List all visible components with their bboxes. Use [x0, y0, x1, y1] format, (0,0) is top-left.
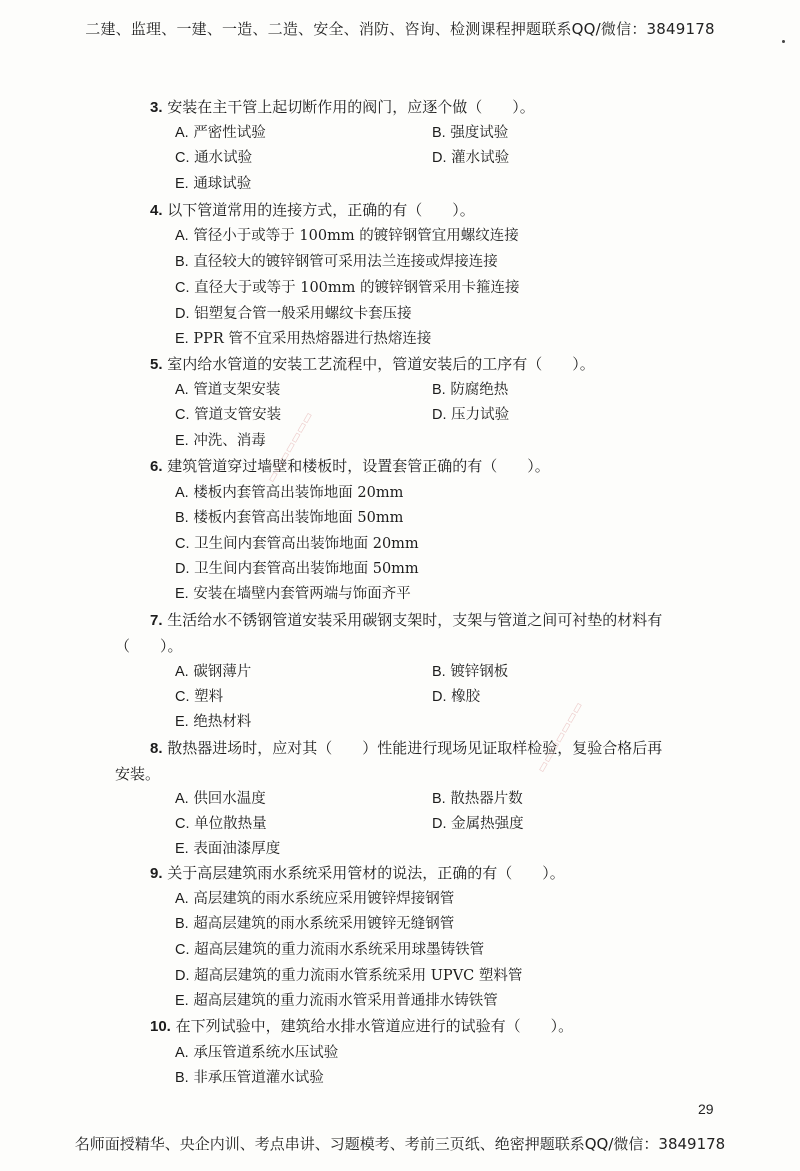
question-text: 散热器进场时，应对其（ ）性能进行现场见证取样检验，复验合格后再 — [167, 739, 663, 757]
option-3d — [432, 148, 509, 168]
option-6c — [175, 534, 419, 554]
option-8e — [175, 839, 280, 859]
option-key: D. — [432, 816, 447, 832]
question-text: 关于高层建筑雨水系统采用管材的说法，正确的有（ ）。 — [167, 864, 565, 882]
option-text: 卫生间内套管高出装饰地面 50mm — [194, 561, 419, 577]
option-text: 绝热材料 — [193, 714, 252, 730]
option-7e — [175, 712, 251, 732]
option-4c — [175, 278, 520, 298]
option-text: 压力试验 — [451, 407, 510, 423]
option-key: B. — [175, 254, 189, 270]
option-key: C. — [175, 407, 190, 423]
option-7c — [175, 687, 223, 707]
option-key: D. — [432, 407, 447, 423]
option-text: 通水试验 — [194, 150, 253, 166]
option-7a — [175, 662, 251, 682]
option-text: 表面油漆厚度 — [193, 841, 281, 857]
question-10 — [150, 1016, 573, 1037]
watermark: ▭▭▭▭▭▭▭ — [533, 699, 586, 775]
option-text: 承压管道系统水压试验 — [193, 1045, 339, 1061]
option-text: 铝塑复合管一般采用螺纹卡套压接 — [194, 306, 412, 322]
question-4 — [150, 200, 475, 221]
option-key: B. — [432, 125, 446, 141]
option-key: E. — [175, 586, 189, 602]
option-7b — [432, 662, 508, 682]
option-key: C. — [175, 816, 190, 832]
option-text: 橡胶 — [451, 689, 481, 705]
option-text: 灌水试验 — [451, 150, 510, 166]
option-key: A. — [175, 485, 189, 501]
question-5 — [150, 354, 595, 375]
option-key: D. — [175, 306, 190, 322]
option-text: 管径小于或等于 100mm 的镀锌钢管宜用螺纹连接 — [193, 228, 519, 244]
option-key: E. — [175, 176, 189, 192]
option-3c — [175, 148, 252, 168]
option-text: 管道支架安装 — [193, 382, 281, 398]
question-number: 8. — [150, 740, 163, 757]
option-4a — [175, 226, 519, 246]
option-8d — [432, 814, 524, 834]
option-text: 强度试验 — [450, 125, 509, 141]
option-text: 直径较大的镀锌钢管可采用法兰连接或焊接连接 — [193, 254, 498, 270]
option-text: 供回水温度 — [193, 791, 266, 807]
option-6d — [175, 559, 419, 579]
option-key: E. — [175, 433, 189, 449]
option-key: D. — [175, 968, 190, 984]
question-text: 生活给水不锈钢管道安装采用碳钢支架时，支架与管道之间可衬垫的材料有 — [167, 611, 663, 629]
option-5a — [175, 380, 280, 400]
option-text: 高层建筑的雨水系统应采用镀锌焊接钢管 — [193, 891, 455, 907]
option-text: 通球试验 — [193, 176, 252, 192]
option-text: 超高层建筑的雨水系统采用镀锌无缝钢管 — [193, 916, 455, 932]
option-key: C. — [175, 150, 190, 166]
option-text: 直径大于或等于 100mm 的镀锌钢管采用卡箍连接 — [194, 280, 520, 296]
option-key: B. — [175, 1070, 189, 1086]
option-key: A. — [175, 125, 189, 141]
watermark: ▭▭▭▭▭▭▭ — [263, 409, 316, 485]
option-text: 卫生间内套管高出装饰地面 20mm — [194, 536, 419, 552]
option-3e — [175, 174, 251, 194]
option-text: 非承压管道灌水试验 — [193, 1070, 324, 1086]
option-key: C. — [175, 280, 190, 296]
option-text: 单位散热量 — [194, 816, 267, 832]
option-key: A. — [175, 1045, 189, 1061]
option-key: B. — [432, 382, 446, 398]
option-9d — [175, 966, 522, 986]
option-text: 超高层建筑的重力流雨水管系统采用 UPVC 塑料管 — [194, 968, 523, 984]
question-text: 在下列试验中，建筑给水排水管道应进行的试验有（ ）。 — [175, 1017, 574, 1035]
option-key: A. — [175, 891, 189, 907]
option-text: 安装在墙壁内套管两端与饰面齐平 — [193, 586, 411, 602]
question-6 — [150, 456, 550, 477]
option-10b — [175, 1068, 324, 1088]
question-number: 7. — [150, 612, 163, 629]
option-text: 超高层建筑的重力流雨水系统采用球墨铸铁管 — [194, 942, 485, 958]
question-number: 6. — [150, 458, 163, 475]
option-8c — [175, 814, 267, 834]
question-text: 室内给水管道的安装工艺流程中，管道安装后的工序有（ ）。 — [167, 355, 595, 373]
option-text: 防腐绝热 — [450, 382, 509, 398]
option-key: E. — [175, 331, 189, 347]
option-6a — [175, 483, 403, 503]
option-key: E. — [175, 993, 189, 1009]
question-number: 3. — [150, 99, 163, 116]
question-8 — [150, 738, 662, 759]
option-key: A. — [175, 664, 189, 680]
option-key: B. — [175, 510, 189, 526]
option-key: B. — [432, 664, 446, 680]
option-text: 管道支管安装 — [194, 407, 282, 423]
option-text: 镀锌钢板 — [450, 664, 509, 680]
option-5c — [175, 405, 281, 425]
option-9b — [175, 914, 454, 934]
page-header: 二建、监理、一建、一造、二造、安全、消防、咨询、检测课程押题联系QQ/微信：3849178 — [85, 20, 715, 38]
option-7d — [432, 687, 480, 707]
option-5d — [432, 405, 509, 425]
option-4b — [175, 252, 498, 272]
option-key: B. — [432, 791, 446, 807]
question-8-continuation: 安装。 — [115, 765, 161, 783]
option-key: E. — [175, 841, 189, 857]
option-key: C. — [175, 689, 190, 705]
question-9 — [150, 863, 565, 884]
question-text: 以下管道常用的连接方式，正确的有（ ）。 — [167, 201, 475, 219]
option-3a — [175, 123, 266, 143]
question-number: 10. — [150, 1018, 171, 1035]
option-9e — [175, 991, 498, 1011]
question-number: 5. — [150, 356, 163, 373]
question-7 — [150, 610, 662, 631]
option-9a — [175, 889, 454, 909]
option-6b — [175, 508, 403, 528]
option-text: 金属热强度 — [451, 816, 524, 832]
option-9c — [175, 940, 484, 960]
option-text: 楼板内套管高出装饰地面 20mm — [193, 485, 404, 501]
option-6e — [175, 584, 411, 604]
option-3b — [432, 123, 508, 143]
option-key: D. — [432, 150, 447, 166]
option-5e — [175, 431, 266, 451]
option-key: D. — [432, 689, 447, 705]
question-text: 建筑管道穿过墙壁和楼板时，设置套管正确的有（ ）。 — [167, 457, 550, 475]
option-text: 塑料 — [194, 689, 224, 705]
option-text: 超高层建筑的重力流雨水管采用普通排水铸铁管 — [193, 993, 498, 1009]
option-text: 散热器片数 — [450, 791, 523, 807]
option-key: A. — [175, 382, 189, 398]
option-key: A. — [175, 228, 189, 244]
question-number: 9. — [150, 865, 163, 882]
option-key: A. — [175, 791, 189, 807]
question-7-continuation: （ ）。 — [115, 637, 183, 655]
option-4e — [175, 329, 431, 349]
page-footer: 名师面授精华、央企内训、考点串讲、习题模考、考前三页纸、绝密押题联系QQ/微信：3849178 — [74, 1135, 726, 1153]
option-8b — [432, 789, 523, 809]
option-key: C. — [175, 536, 190, 552]
option-key: C. — [175, 942, 190, 958]
option-key: D. — [175, 561, 190, 577]
option-key: E. — [175, 714, 189, 730]
question-text: 安装在主干管上起切断作用的阀门，应逐个做（ ）。 — [167, 98, 535, 116]
option-5b — [432, 380, 508, 400]
option-8a — [175, 789, 266, 809]
option-key: B. — [175, 916, 189, 932]
option-10a — [175, 1043, 338, 1063]
option-text: PPR 管不宜采用热熔器进行热熔连接 — [193, 331, 432, 347]
option-text: 楼板内套管高出装饰地面 50mm — [193, 510, 404, 526]
option-text: 严密性试验 — [193, 125, 266, 141]
option-text: 冲洗、消毒 — [193, 433, 266, 449]
option-text: 碳钢薄片 — [193, 664, 252, 680]
question-3 — [150, 97, 535, 118]
page-number: 29 — [698, 1101, 714, 1117]
option-4d — [175, 304, 412, 324]
question-number: 4. — [150, 202, 163, 219]
